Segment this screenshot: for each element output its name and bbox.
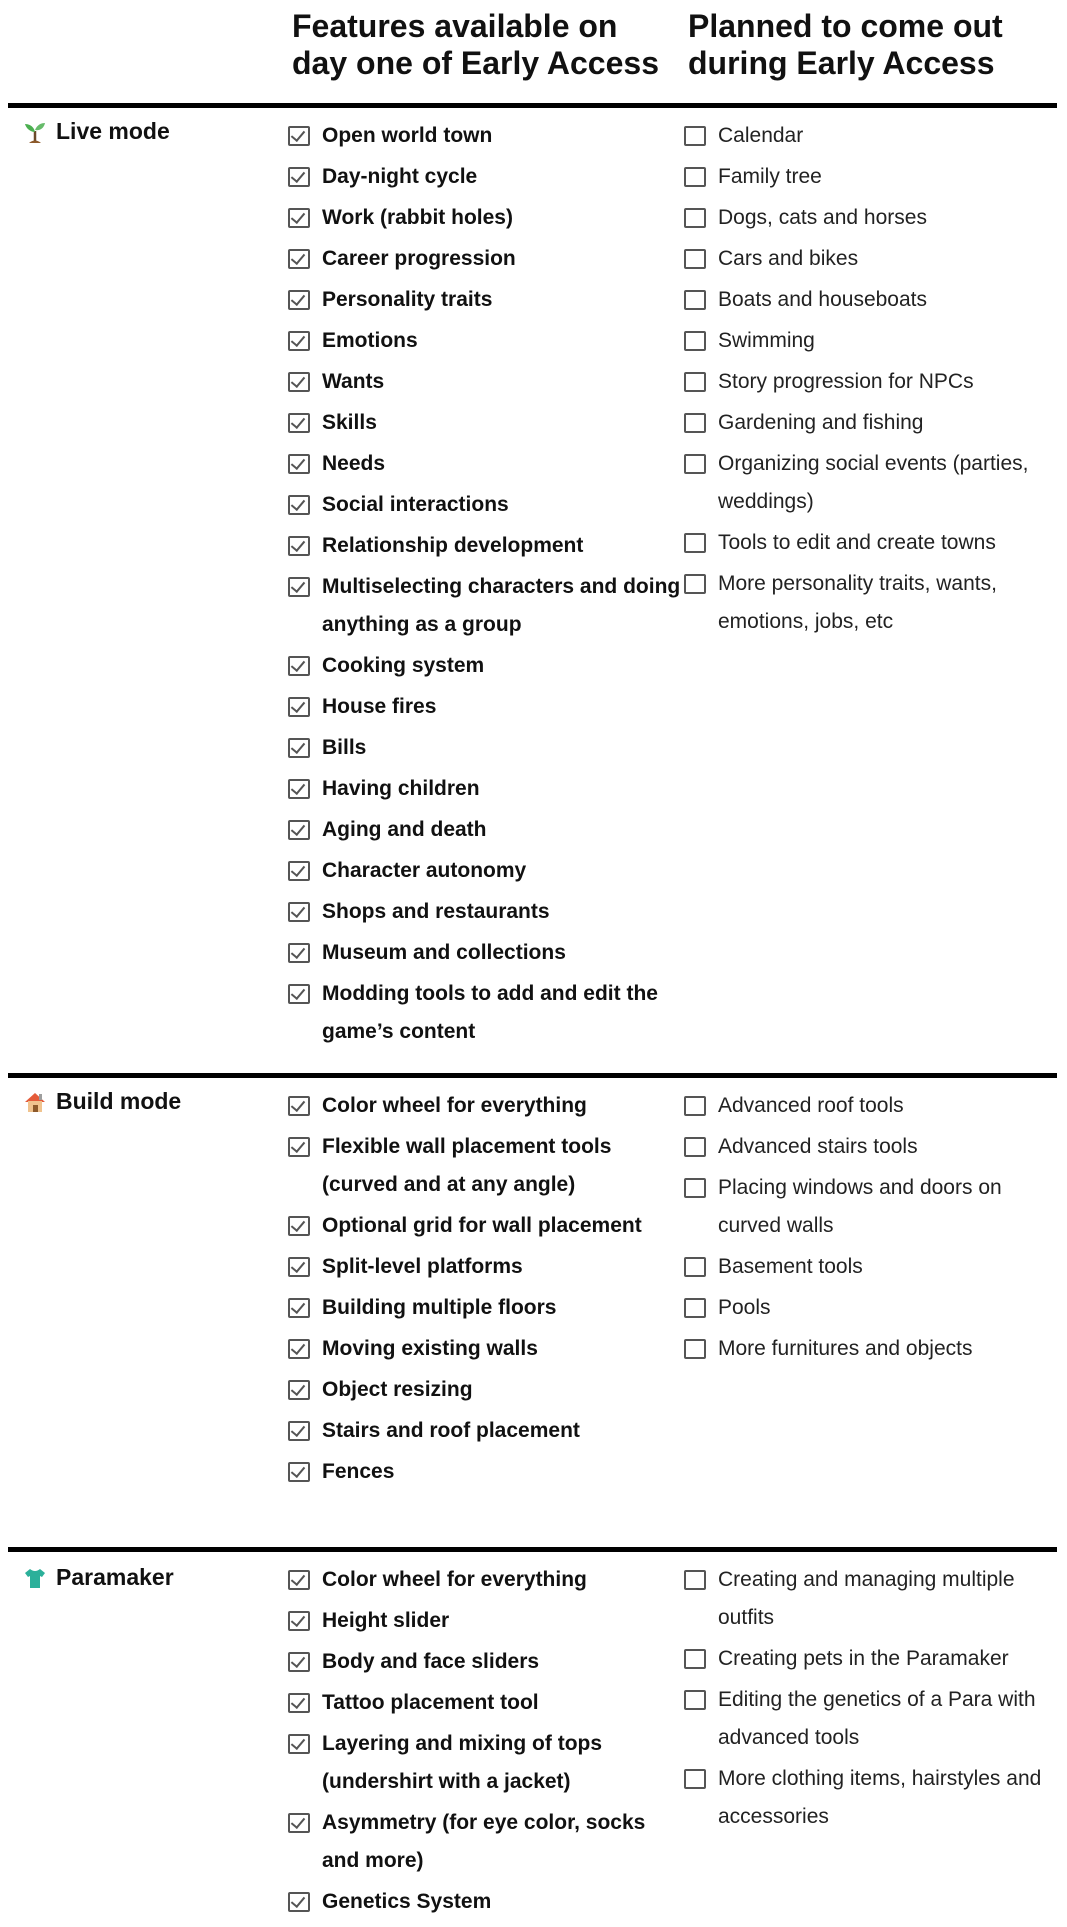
feature-label: Career progression (322, 247, 516, 270)
feature-label: Aging and death (322, 818, 487, 841)
feature-label: Flexible wall placement tools (curved and at any angle) (322, 1135, 612, 1196)
planned-feature-item (684, 1169, 1064, 1245)
feature-label: Stairs and roof placement (322, 1419, 580, 1442)
feature-label: Height slider (322, 1609, 450, 1632)
planned-feature-item (684, 565, 1064, 641)
planned-feature-item (684, 1640, 1064, 1678)
checked-checkbox-icon (288, 1137, 310, 1157)
section-live-mode (8, 103, 1057, 1073)
section-title (22, 1088, 181, 1115)
empty-checkbox-icon (684, 1178, 706, 1198)
feature-label: Split-level platforms (322, 1255, 523, 1278)
checked-checkbox-icon (288, 126, 310, 146)
feature-label: Family tree (718, 165, 822, 188)
section-build-mode (8, 1073, 1057, 1547)
section-title-label: Paramaker (56, 1564, 174, 1590)
empty-checkbox-icon (684, 454, 706, 474)
feature-label: Modding tools to add and edit the game’s content (322, 982, 658, 1043)
available-title: Features available on day one of Early Access (292, 8, 659, 81)
planned-feature-item (684, 1330, 1064, 1368)
feature-label: Advanced stairs tools (718, 1135, 918, 1158)
feature-label: Fences (322, 1460, 395, 1483)
planned-feature-item (684, 117, 1064, 155)
checked-checkbox-icon (288, 820, 310, 840)
feature-label: Cooking system (322, 654, 485, 677)
checked-checkbox-icon (288, 1257, 310, 1277)
feature-label: Work (rabbit holes) (322, 206, 513, 229)
tshirt-icon (22, 1565, 48, 1591)
available-feature-item (288, 1248, 688, 1286)
checked-checkbox-icon (288, 454, 310, 474)
checked-checkbox-icon (288, 536, 310, 556)
empty-checkbox-icon (684, 1570, 706, 1590)
feature-label: Editing the genetics of a Para with advanced tools (718, 1688, 1036, 1749)
planned-feature-item (684, 281, 1064, 319)
available-feature-item (288, 486, 688, 524)
empty-checkbox-icon (684, 1339, 706, 1359)
empty-checkbox-icon (684, 1298, 706, 1318)
checked-checkbox-icon (288, 1611, 310, 1631)
feature-label: Color wheel for everything (322, 1568, 587, 1591)
available-feature-item (288, 1561, 688, 1599)
checked-checkbox-icon (288, 1734, 310, 1754)
empty-checkbox-icon (684, 533, 706, 553)
empty-checkbox-icon (684, 167, 706, 187)
planned-feature-item (684, 1561, 1064, 1637)
feature-label: Creating and managing multiple outfits (718, 1568, 1015, 1629)
available-feature-item (288, 1412, 688, 1450)
checked-checkbox-icon (288, 1096, 310, 1116)
available-feature-item (288, 1643, 688, 1681)
planned-feature-item (684, 1128, 1064, 1166)
empty-checkbox-icon (684, 413, 706, 433)
feature-label: Color wheel for everything (322, 1094, 587, 1117)
available-feature-item (288, 770, 688, 808)
available-feature-item (288, 568, 688, 644)
feature-label: Building multiple floors (322, 1296, 557, 1319)
available-list (288, 1084, 688, 1491)
available-feature-item (288, 363, 688, 401)
available-feature-item (288, 1602, 688, 1640)
checked-checkbox-icon (288, 167, 310, 187)
checked-checkbox-icon (288, 779, 310, 799)
planned-feature-item (684, 1248, 1064, 1286)
section-title-label: Live mode (56, 118, 170, 144)
available-feature-item (288, 1128, 688, 1204)
planned-feature-item (684, 240, 1064, 278)
checked-checkbox-icon (288, 902, 310, 922)
house-icon (22, 1089, 48, 1115)
feature-label: Wants (322, 370, 385, 393)
checked-checkbox-icon (288, 1693, 310, 1713)
feature-label: Having children (322, 777, 480, 800)
available-feature-item (288, 158, 688, 196)
checked-checkbox-icon (288, 1380, 310, 1400)
empty-checkbox-icon (684, 1137, 706, 1157)
available-feature-item (288, 893, 688, 931)
available-feature-item (288, 1289, 688, 1327)
available-feature-item (288, 404, 688, 442)
checked-checkbox-icon (288, 656, 310, 676)
available-feature-item (288, 240, 688, 278)
section-title (22, 1564, 174, 1591)
available-feature-item (288, 811, 688, 849)
checked-checkbox-icon (288, 943, 310, 963)
section-paramaker (8, 1547, 1057, 1927)
checked-checkbox-icon (288, 1652, 310, 1672)
checked-checkbox-icon (288, 1216, 310, 1236)
planned-feature-item (684, 524, 1064, 562)
planned-column-header (688, 8, 1048, 82)
available-feature-item (288, 445, 688, 483)
checked-checkbox-icon (288, 1298, 310, 1318)
checked-checkbox-icon (288, 1339, 310, 1359)
checked-checkbox-icon (288, 290, 310, 310)
feature-label: Genetics System (322, 1890, 492, 1913)
feature-label: Museum and collections (322, 941, 566, 964)
feature-label: Story progression for NPCs (718, 370, 974, 393)
feature-label: Dogs, cats and horses (718, 206, 927, 229)
feature-label: Open world town (322, 124, 493, 147)
planned-list (684, 114, 1064, 641)
feature-label: More personality traits, wants, emotions, jobs, etc (718, 572, 997, 633)
feature-label: More furnitures and objects (718, 1337, 973, 1360)
section-title (22, 118, 170, 145)
feature-label: Day-night cycle (322, 165, 478, 188)
available-column-header (292, 8, 672, 82)
available-feature-item (288, 1453, 688, 1491)
checked-checkbox-icon (288, 1813, 310, 1833)
available-feature-item (288, 647, 688, 685)
checked-checkbox-icon (288, 1892, 310, 1912)
feature-label: Needs (322, 452, 386, 475)
feature-label: Personality traits (322, 288, 493, 311)
planned-feature-item (684, 1289, 1064, 1327)
available-list (288, 1558, 688, 1921)
feature-label: Layering and mixing of tops (undershirt with a jacket) (322, 1732, 603, 1793)
feature-label: Multiselecting characters and doing anything as a group (322, 575, 681, 636)
checked-checkbox-icon (288, 1421, 310, 1441)
feature-label: Advanced roof tools (718, 1094, 904, 1117)
available-list (288, 114, 688, 1051)
available-feature-item (288, 1330, 688, 1368)
empty-checkbox-icon (684, 208, 706, 228)
available-feature-item (288, 1371, 688, 1409)
checked-checkbox-icon (288, 1570, 310, 1590)
checked-checkbox-icon (288, 1462, 310, 1482)
empty-checkbox-icon (684, 126, 706, 146)
available-feature-item (288, 688, 688, 726)
available-feature-item (288, 527, 688, 565)
checked-checkbox-icon (288, 372, 310, 392)
feature-label: Relationship development (322, 534, 584, 557)
empty-checkbox-icon (684, 290, 706, 310)
feature-label: Moving existing walls (322, 1337, 538, 1360)
available-feature-item (288, 117, 688, 155)
feature-label: Body and face sliders (322, 1650, 540, 1673)
available-feature-item (288, 322, 688, 360)
feature-label: Basement tools (718, 1255, 863, 1278)
feature-label: Boats and houseboats (718, 288, 927, 311)
feature-label: Object resizing (322, 1378, 473, 1401)
available-feature-item (288, 199, 688, 237)
empty-checkbox-icon (684, 372, 706, 392)
available-feature-item (288, 1684, 688, 1722)
empty-checkbox-icon (684, 331, 706, 351)
checked-checkbox-icon (288, 495, 310, 515)
feature-label: Gardening and fishing (718, 411, 924, 434)
feature-label: Bills (322, 736, 367, 759)
available-feature-item (288, 1087, 688, 1125)
feature-label: Calendar (718, 124, 804, 147)
available-feature-item (288, 852, 688, 890)
feature-label: Swimming (718, 329, 815, 352)
planned-feature-item (684, 199, 1064, 237)
planned-feature-item (684, 363, 1064, 401)
checked-checkbox-icon (288, 861, 310, 881)
feature-label: Tools to edit and create towns (718, 531, 996, 554)
planned-list (684, 1558, 1064, 1836)
planned-feature-item (684, 1087, 1064, 1125)
feature-label: Character autonomy (322, 859, 527, 882)
checked-checkbox-icon (288, 413, 310, 433)
empty-checkbox-icon (684, 1257, 706, 1277)
planned-feature-item (684, 1681, 1064, 1757)
feature-label: Emotions (322, 329, 418, 352)
checked-checkbox-icon (288, 249, 310, 269)
planned-feature-item (684, 445, 1064, 521)
checked-checkbox-icon (288, 577, 310, 597)
feature-label: More clothing items, hairstyles and accessories (718, 1767, 1042, 1828)
available-feature-item (288, 1207, 688, 1245)
planned-title: Planned to come out during Early Access (688, 8, 1003, 81)
planned-feature-item (684, 1760, 1064, 1836)
feature-label: Pools (718, 1296, 771, 1319)
checked-checkbox-icon (288, 984, 310, 1004)
checked-checkbox-icon (288, 697, 310, 717)
empty-checkbox-icon (684, 1096, 706, 1116)
available-feature-item (288, 281, 688, 319)
feature-label: Organizing social events (parties, weddings) (718, 452, 1029, 513)
available-feature-item (288, 729, 688, 767)
feature-label: Placing windows and doors on curved walls (718, 1176, 1002, 1237)
feature-label: Social interactions (322, 493, 509, 516)
planned-feature-item (684, 404, 1064, 442)
checked-checkbox-icon (288, 208, 310, 228)
planned-list (684, 1084, 1064, 1368)
available-feature-item (288, 975, 688, 1051)
empty-checkbox-icon (684, 1649, 706, 1669)
checked-checkbox-icon (288, 331, 310, 351)
planned-feature-item (684, 322, 1064, 360)
available-feature-item (288, 934, 688, 972)
sprout-icon (22, 119, 48, 145)
feature-label: Skills (322, 411, 377, 434)
feature-label: Creating pets in the Paramaker (718, 1647, 1009, 1670)
empty-checkbox-icon (684, 574, 706, 594)
feature-label: Cars and bikes (718, 247, 859, 270)
available-feature-item (288, 1725, 688, 1801)
empty-checkbox-icon (684, 249, 706, 269)
empty-checkbox-icon (684, 1769, 706, 1789)
planned-feature-item (684, 158, 1064, 196)
feature-label: Optional grid for wall placement (322, 1214, 642, 1237)
feature-label: Asymmetry (for eye color, socks and more) (322, 1811, 646, 1872)
feature-label: House fires (322, 695, 437, 718)
feature-label: Tattoo placement tool (322, 1691, 539, 1714)
section-title-label: Build mode (56, 1088, 182, 1114)
available-feature-item (288, 1883, 688, 1921)
feature-label: Shops and restaurants (322, 900, 550, 923)
available-feature-item (288, 1804, 688, 1880)
checked-checkbox-icon (288, 738, 310, 758)
empty-checkbox-icon (684, 1690, 706, 1710)
